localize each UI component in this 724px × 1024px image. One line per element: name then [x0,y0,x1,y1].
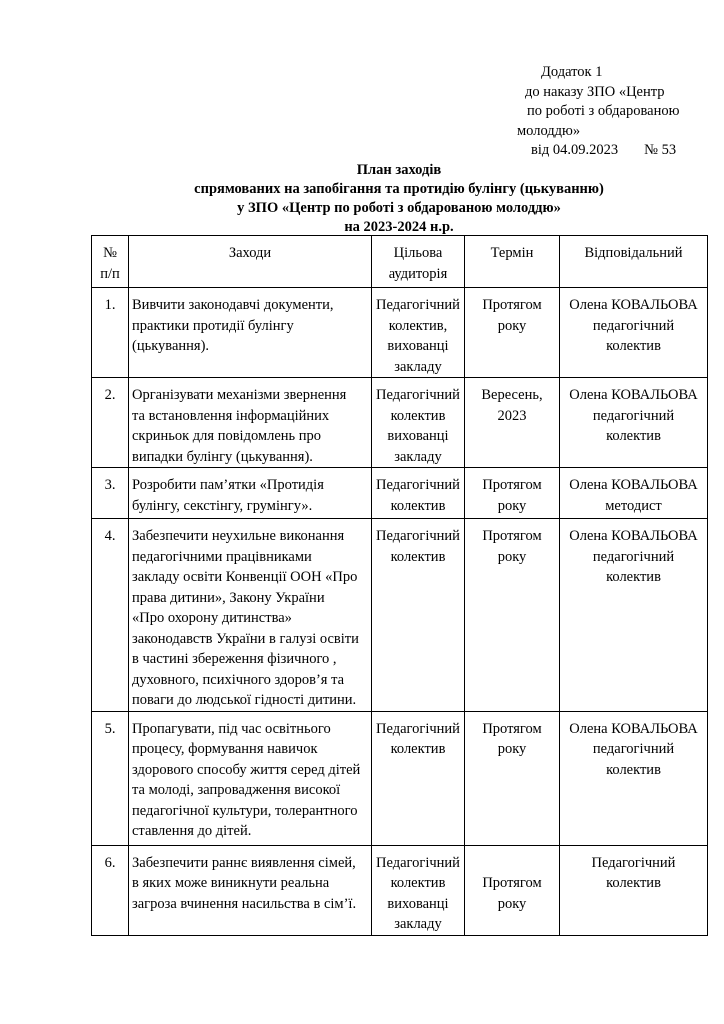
measure-cell-line: Організувати механізми звернення [132,387,347,403]
audience-cell-line: колектив [390,548,446,565]
addendum-line: по роботі з обдарованою [527,103,680,119]
term-cell-line: 2023 [497,407,527,424]
header-responsible: Відповідальний [560,236,708,288]
responsible-cell-line: педагогічний [592,548,675,565]
responsible-cell-line: Педагогічний [591,854,676,871]
measure-cell-line: процесу, формування навичок [132,741,318,757]
measure-cell-line: випадки булінгу (цькування). [132,448,313,465]
table-row [92,468,708,519]
measure-cell-line: права дитини», Закону України [132,589,325,606]
addendum-date-line [515,141,679,161]
responsible-cell-line: колектив [606,569,661,585]
responsible-cell [560,288,708,378]
audience-cell [372,468,465,519]
responsible-cell [560,845,708,935]
audience-cell-line: колектив [390,741,446,757]
audience-cell-line: Педагогічний [376,528,460,544]
measure-cell-line: законодавств України в галузі освіти [132,630,359,647]
term-cell [465,378,560,468]
measure-cell-line: Вивчити законодавчі документи, [132,297,334,313]
title-line: План заходів [356,162,442,178]
measure-cell-line: Розробити пам’ятки «Протидія [132,477,324,493]
responsible-cell-line: колектив [606,428,661,444]
audience-cell-line: Педагогічний [376,297,460,313]
responsible-cell-line: колектив [606,338,661,354]
table-row [92,378,708,468]
responsible-cell-line: Олена КОВАЛЬОВА [569,720,698,737]
audience-cell-line: вихованці [387,428,449,444]
term-cell-line: Протягом [482,297,542,313]
row-number: 3. [92,468,129,519]
measure-cell-line: Забезпечити неухильне виконання [132,528,345,544]
responsible-cell-line: методист [605,497,662,514]
term-cell-line: Протягом [482,477,542,493]
measure-cell [129,845,372,935]
row-number: 2. [92,378,129,468]
measure-cell [129,468,372,519]
measure-cell-line: поваги до людської гідності дитини. [132,692,357,708]
audience-cell-line: колектив [390,497,446,514]
measure-cell-line: здорового способу життя серед дітей [132,761,361,778]
table-header-row [92,236,708,288]
audience-cell-line: закладу [394,448,442,465]
addendum-line: Додаток 1 [541,64,603,80]
term-cell-line: року [497,548,527,565]
addendum-line: до наказу ЗПО «Центр [525,83,665,100]
audience-cell-line: колектив [390,407,446,424]
measure-cell-line: закладу освіти Конвенції ООН «Про [132,569,358,585]
term-cell [465,711,560,845]
measure-cell-line: Пропагувати, під час освітнього [132,720,331,737]
term-cell [465,468,560,519]
measure-cell-line: педагогічними працівниками [132,548,312,565]
table-row [92,845,708,935]
audience-cell-line: вихованці [387,338,449,354]
audience-cell [372,845,465,935]
responsible-cell-line: Олена КОВАЛЬОВА [569,297,698,313]
title-line: на 2023-2024 н.р. [344,219,454,235]
responsible-cell-line: педагогічний [592,741,675,757]
term-cell-line: Вересень, [481,387,543,403]
header-audience-line: Цільова [393,245,443,261]
audience-cell [372,288,465,378]
term-cell-line: року [497,741,527,757]
audience-cell-line: колектив, [388,317,448,334]
measure-cell-line: скриньок для повідомлень про [132,428,322,444]
row-number: 6. [92,845,129,935]
audience-cell [372,378,465,468]
measure-cell-line: «Про охорону дитинства» [132,610,292,626]
responsible-cell [560,468,708,519]
header-term: Термін [465,236,560,288]
audience-cell-line: Педагогічний [376,854,460,871]
responsible-cell [560,711,708,845]
measure-cell-line: практики протидії булінгу [132,317,294,334]
row-number: 5. [92,711,129,845]
title-line: спрямованих на запобігання та протидію булінгу (цькуванню) [194,181,604,197]
responsible-cell [560,519,708,712]
table-row [92,288,708,378]
measure-cell-line: загроза вчинення насильства в сім’ї. [132,895,357,912]
measure-cell-line: та молоді, запровадження високої [132,782,341,798]
audience-cell-line: вихованці [387,895,449,912]
row-number: 1. [92,288,129,378]
measure-cell-line: та встановлення інформаційних [132,407,330,424]
term-cell-line: Протягом [482,875,542,891]
audience-cell-line: Педагогічний [376,720,460,737]
term-cell [465,519,560,712]
term-cell [465,288,560,378]
term-cell-line: року [497,895,527,912]
responsible-cell-line: Олена КОВАЛЬОВА [569,387,698,403]
term-cell [465,845,560,935]
responsible-cell-line: педагогічний [592,317,675,334]
term-cell-line: Протягом [482,720,542,737]
measure-cell-line: (цькування). [132,338,210,354]
responsible-cell-line: Олена КОВАЛЬОВА [569,477,698,493]
header-measures: Заходи [129,236,372,288]
table-row [92,519,708,712]
title-line: у ЗПО «Центр по роботі з обдарованою молоддю» [237,200,561,216]
measure-cell [129,519,372,712]
header-num [92,236,129,288]
measure-cell-line: булінгу, секстінгу, грумінгу». [132,497,313,514]
date-prefix: від [531,142,550,158]
responsible-cell-line: педагогічний [592,407,675,424]
audience-cell-line: закладу [394,916,442,932]
header-audience-line: аудиторія [388,265,448,282]
audience-cell-line: Педагогічний [376,477,460,493]
order-date: 04.09.2023 [552,142,619,158]
document-title [91,161,707,237]
responsible-cell-line: Олена КОВАЛЬОВА [569,528,698,544]
audience-cell-line: Педагогічний [376,387,460,403]
row-number: 4. [92,519,129,712]
audience-cell [372,519,465,712]
audience-cell-line: закладу [394,358,442,375]
measure-cell-line: в частині збереження фізичного , [132,651,337,667]
responsible-cell-line: колектив [606,875,661,891]
term-cell-line: Протягом [482,528,542,544]
measure-cell-line: ставлення до дітей. [132,823,252,839]
table-row [92,711,708,845]
responsible-cell [560,378,708,468]
measure-cell-line: духовного, психічного здоров’я та [132,671,345,688]
header-num-line: № [103,245,117,261]
measure-cell-line: в яких може виникнути реальна [132,875,330,891]
term-cell-line: року [497,497,527,514]
audience-cell [372,711,465,845]
measure-cell-line: Забезпечити раннє виявлення сімей, [132,854,356,871]
order-number: № 53 [644,142,677,158]
responsible-cell-line: колектив [606,761,661,778]
header-audience [372,236,465,288]
term-cell-line: року [497,317,527,334]
measure-cell [129,378,372,468]
measure-cell-line: педагогічної культури, толерантного [132,802,358,819]
addendum-line: молоддю» [517,122,581,139]
measure-cell [129,711,372,845]
header-num-line: п/п [100,265,120,282]
measure-cell [129,288,372,378]
addendum-block [515,63,679,161]
measures-table [91,235,708,936]
audience-cell-line: колектив [390,875,446,891]
